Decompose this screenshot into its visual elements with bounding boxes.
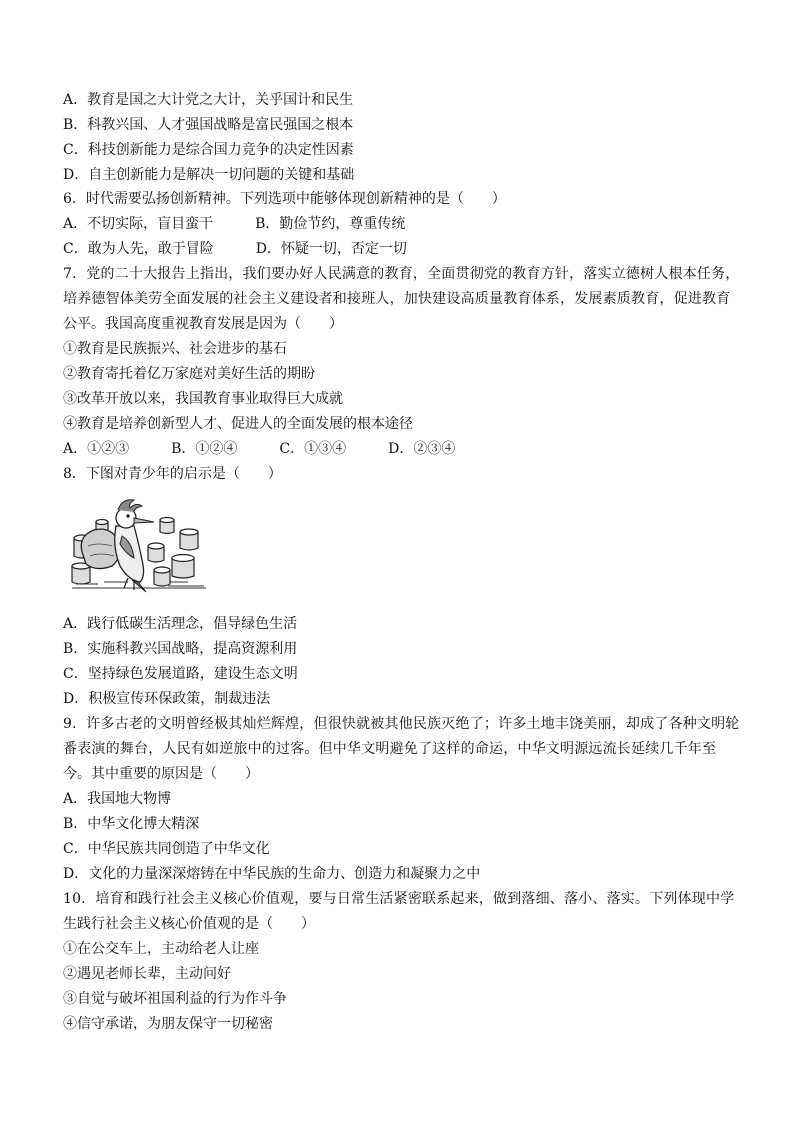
q7-statement-3: ③改革开放以来，我国教育事业取得巨大成就 — [63, 391, 343, 407]
q7-stem-line-3: 公平。我国高度重视教育发展是因为（ ） — [63, 316, 343, 332]
q10-statement-3: ③自觉与破坏祖国利益的行为作斗争 — [63, 991, 287, 1007]
q7-statement-1: ①教育是民族振兴、社会进步的基石 — [63, 341, 287, 357]
q7-stem-line-1: 7．党的二十大报告上指出，我们要办好人民满意的教育，全面贯彻党的教育方针，落实立德树人根本任务， — [63, 266, 740, 282]
q8-option-a: A．践行低碳生活理念，倡导绿色生活 — [63, 616, 298, 632]
cartoon-woodpecker-tree-stumps-icon — [68, 496, 210, 596]
q7-statement-4: ④教育是培养创新型人才、促进人的全面发展的根本途径 — [63, 416, 413, 432]
q7-options: A．①②③ B．①②④ C．①③④ D．②③④ — [63, 441, 456, 457]
q9-stem-line-2: 番表演的舞台，人民有如逆旅中的过客。但中华文明避免了这样的命运，中华文明源远流长延续几千年至 — [63, 741, 717, 757]
q9-option-a: A．我国地大物博 — [63, 791, 172, 807]
q10-statement-4: ④信守承诺，为朋友保守一切秘密 — [63, 1016, 273, 1032]
q5-option-a: A．教育是国之大计党之大计，关乎国计和民生 — [63, 92, 354, 108]
q10-statement-2: ②遇见老师长辈，主动问好 — [63, 966, 231, 982]
q6-stem: 6．时代需要弘扬创新精神。下列选项中能够体现创新精神的是（ ） — [63, 191, 506, 207]
q5-option-b: B．科教兴国、人才强国战略是富民强国之根本 — [63, 117, 354, 133]
q6-options-cd: C．敢为人先，敢于冒险 D．怀疑一切，否定一切 — [63, 241, 407, 257]
q9-stem-line-1: 9．许多古老的文明曾经极其灿烂辉煌，但很快就被其他民族灭绝了；许多土地丰饶美丽，却成了各种文明轮 — [63, 716, 740, 732]
q9-option-c: C．中华民族共同创造了中华文化 — [63, 841, 270, 857]
q8-option-d: D．积极宣传环保政策，制裁违法 — [63, 691, 271, 707]
q9-option-b: B．中华文化博大精深 — [63, 816, 200, 832]
q7-statement-2: ②教育寄托着亿万家庭对美好生活的期盼 — [63, 366, 315, 382]
q9-option-d: D．文化的力量深深熔铸在中华民族的生命力、创造力和凝聚力之中 — [63, 866, 481, 882]
q6-options-ab: A．不切实际，盲目蛮干 B．勤俭节约，尊重传统 — [63, 216, 406, 232]
q7-stem-line-2: 培养德智体美劳全面发展的社会主义建设者和接班人，加快建设高质量教育体系，发展素质教育，促进教育 — [63, 291, 731, 307]
q5-option-d: D．自主创新能力是解决一切问题的关键和基础 — [63, 167, 355, 183]
q8-stem: 8．下图对青少年的启示是（ ） — [63, 466, 282, 482]
q8-option-b: B．实施科教兴国战略，提高资源利用 — [63, 641, 298, 657]
q9-stem-line-3: 今。其中重要的原因是（ ） — [63, 766, 259, 782]
q10-stem-line-1: 10．培育和践行社会主义核心价值观，要与日常生活紧密联系起来，做到落细、落小、落实。下列体现中学 — [63, 891, 735, 907]
q5-option-c: C．科技创新能力是综合国力竞争的决定性因素 — [63, 142, 354, 158]
q10-stem-line-2: 生践行社会主义核心价值观的是（ ） — [63, 916, 315, 932]
q10-statement-1: ①在公交车上，主动给老人让座 — [63, 941, 259, 957]
q8-option-c: C．坚持绿色发展道路，建设生态文明 — [63, 666, 298, 682]
